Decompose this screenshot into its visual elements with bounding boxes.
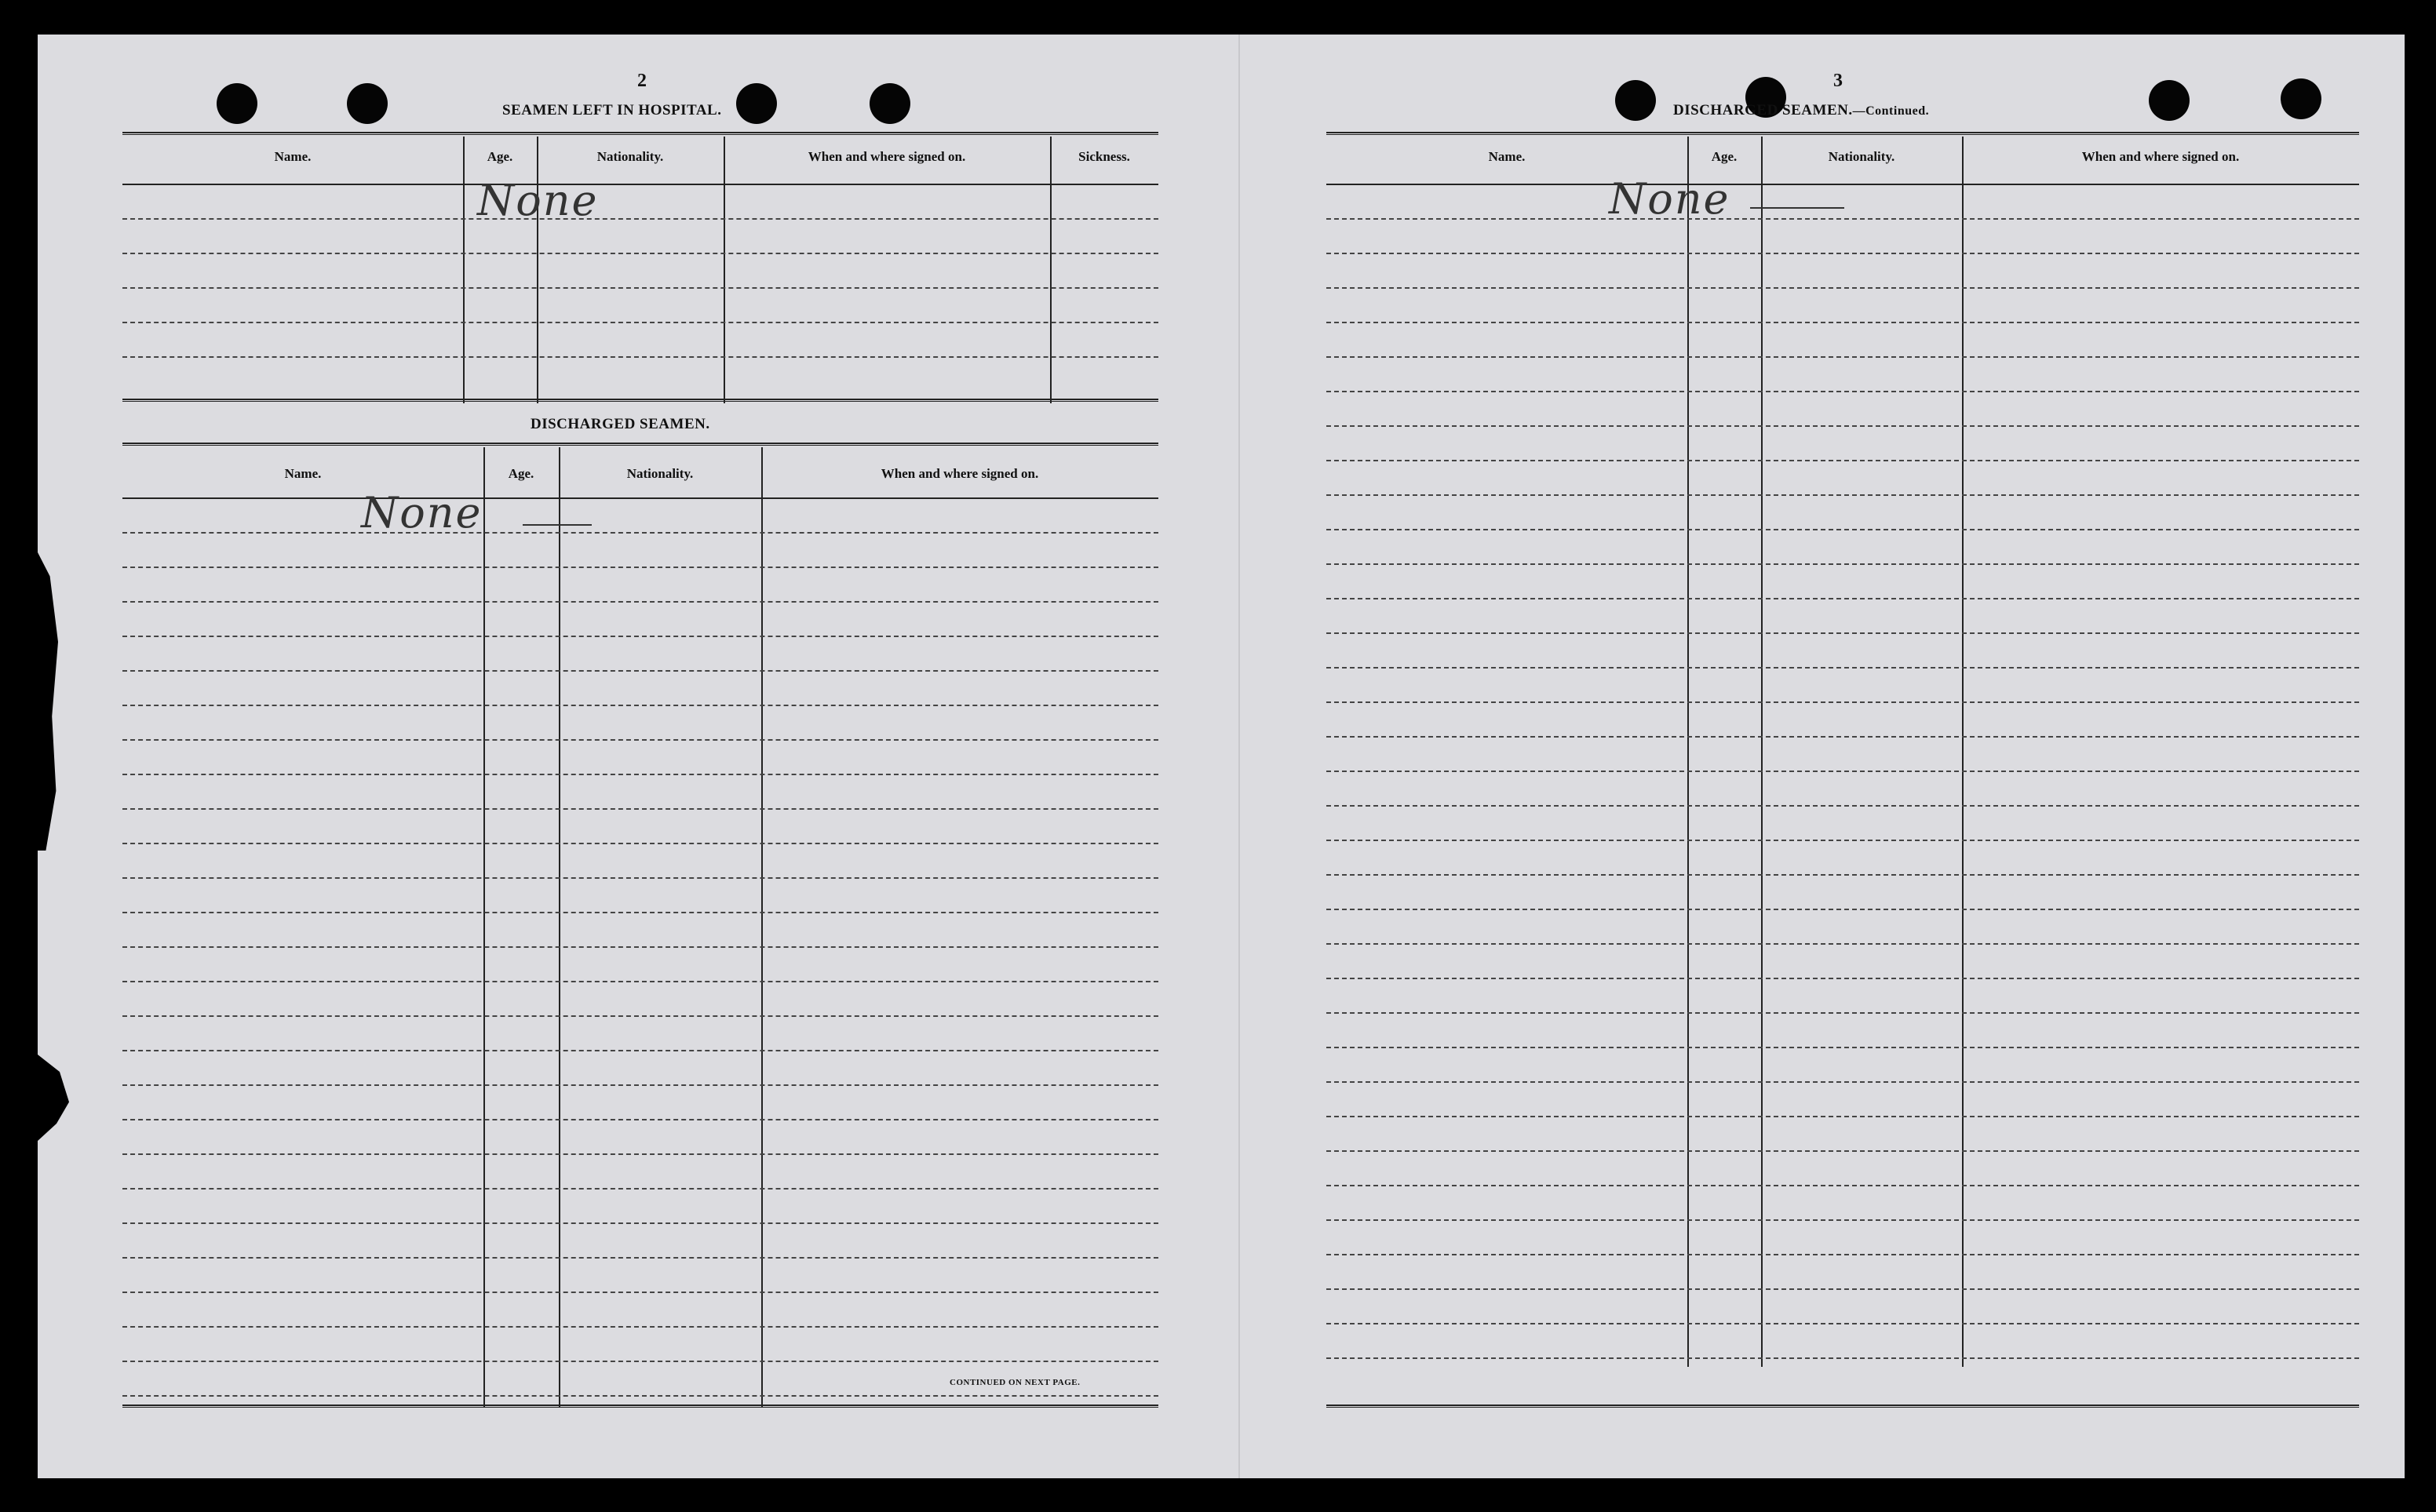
- ruled-row: [1326, 632, 2359, 634]
- ruled-row: [122, 1153, 1158, 1155]
- ruled-row: [1326, 529, 2359, 530]
- title-suffix: —Continued.: [1852, 104, 1930, 118]
- discharged-section-title: DISCHARGED SEAMEN.: [531, 416, 710, 432]
- page-number: 3: [1833, 71, 1843, 91]
- ruled-row: [1326, 1012, 2359, 1014]
- ruled-row: [122, 1188, 1158, 1190]
- col-sickness: Sickness.: [1078, 149, 1130, 164]
- ruled-row: [1326, 1254, 2359, 1255]
- discharged-continued-title: [1673, 102, 1929, 119]
- col-nationality: Nationality.: [626, 466, 694, 481]
- ruled-row: [122, 567, 1158, 568]
- col-age: Age.: [1711, 149, 1738, 164]
- col-name: Name.: [274, 149, 312, 164]
- right-page: [1238, 35, 2405, 1478]
- ruled-row: [1326, 1323, 2359, 1324]
- ruled-row: [1326, 598, 2359, 599]
- ruled-row: [1326, 736, 2359, 738]
- ruled-row: [1326, 1116, 2359, 1117]
- ruled-row: [122, 1395, 1158, 1397]
- ruled-row: [122, 670, 1158, 672]
- discharged-continued-table: [1326, 132, 2359, 1412]
- ruled-row: [1326, 218, 2359, 220]
- ruled-row: [122, 946, 1158, 948]
- ruled-row: [1326, 1357, 2359, 1359]
- ruled-row: [1326, 667, 2359, 669]
- ruled-row: [1326, 287, 2359, 289]
- ruled-row: [122, 601, 1158, 603]
- ruled-row: [1326, 356, 2359, 358]
- ruled-row: [122, 1257, 1158, 1259]
- ruled-row: [122, 1361, 1158, 1362]
- col-signed-on: When and where signed on.: [2081, 149, 2240, 164]
- discharged-table: [122, 443, 1158, 1412]
- ruled-row: [1326, 253, 2359, 254]
- handwritten-none: None: [361, 488, 483, 537]
- ruled-row: [1326, 1219, 2359, 1221]
- ruled-row: [122, 705, 1158, 706]
- ruled-row: [122, 636, 1158, 637]
- ruled-row: [1326, 1047, 2359, 1048]
- ruled-row: [1326, 840, 2359, 841]
- ruled-row: [122, 1292, 1158, 1293]
- ruled-row: [122, 808, 1158, 810]
- ruled-row: [1326, 909, 2359, 910]
- ruled-row: [1326, 771, 2359, 772]
- ruled-row: [122, 877, 1158, 879]
- ruled-row: [1326, 943, 2359, 945]
- ruled-row: [1326, 1185, 2359, 1186]
- hospital-section-title: SEAMEN LEFT IN HOSPITAL.: [502, 102, 722, 118]
- ruled-row: [122, 912, 1158, 913]
- page-number: 2: [637, 71, 647, 91]
- ruled-row: [1326, 1288, 2359, 1290]
- ruled-row: [122, 1084, 1158, 1086]
- title-text: DISCHARGED SEAMEN.: [1673, 102, 1853, 118]
- ruled-row: [1326, 563, 2359, 565]
- handwriting-stroke: [523, 524, 592, 526]
- continued-note: CONTINUED ON NEXT PAGE.: [950, 1378, 1081, 1387]
- ruled-row: [122, 739, 1158, 741]
- ruled-row: [122, 843, 1158, 844]
- ruled-row: [1326, 460, 2359, 461]
- ruled-row: [1326, 1081, 2359, 1083]
- ruled-row: [122, 1222, 1158, 1224]
- col-age: Age.: [508, 466, 534, 481]
- ruled-row: [122, 532, 1158, 534]
- ruled-row: [1326, 978, 2359, 979]
- ruled-row: [122, 1119, 1158, 1120]
- col-nationality: Nationality.: [1828, 149, 1895, 164]
- ruled-row: [1326, 322, 2359, 323]
- col-signed-on: When and where signed on.: [881, 466, 1039, 481]
- ruled-row: [122, 774, 1158, 775]
- ruled-row: [1326, 701, 2359, 703]
- ruled-row: [122, 1326, 1158, 1328]
- ruled-row: [122, 1050, 1158, 1051]
- ruled-row: [1326, 874, 2359, 876]
- ruled-row: [1326, 1150, 2359, 1152]
- handwritten-none: None: [477, 176, 599, 225]
- hospital-table: [122, 132, 1158, 414]
- ruled-row: [1326, 425, 2359, 427]
- col-age: Age.: [487, 149, 513, 164]
- manifest-sheet: [38, 35, 2405, 1478]
- col-name: Name.: [284, 466, 322, 481]
- col-nationality: Nationality.: [596, 149, 664, 164]
- left-page: [38, 35, 1238, 1478]
- ruled-row: [1326, 805, 2359, 807]
- handwritten-none: None: [1609, 174, 1730, 224]
- ruled-row: [122, 1015, 1158, 1017]
- ruled-row: [1326, 391, 2359, 392]
- ruled-row: [122, 981, 1158, 982]
- col-signed-on: When and where signed on.: [808, 149, 966, 164]
- col-name: Name.: [1488, 149, 1526, 164]
- handwriting-stroke: [1750, 207, 1844, 209]
- ruled-row: [1326, 494, 2359, 496]
